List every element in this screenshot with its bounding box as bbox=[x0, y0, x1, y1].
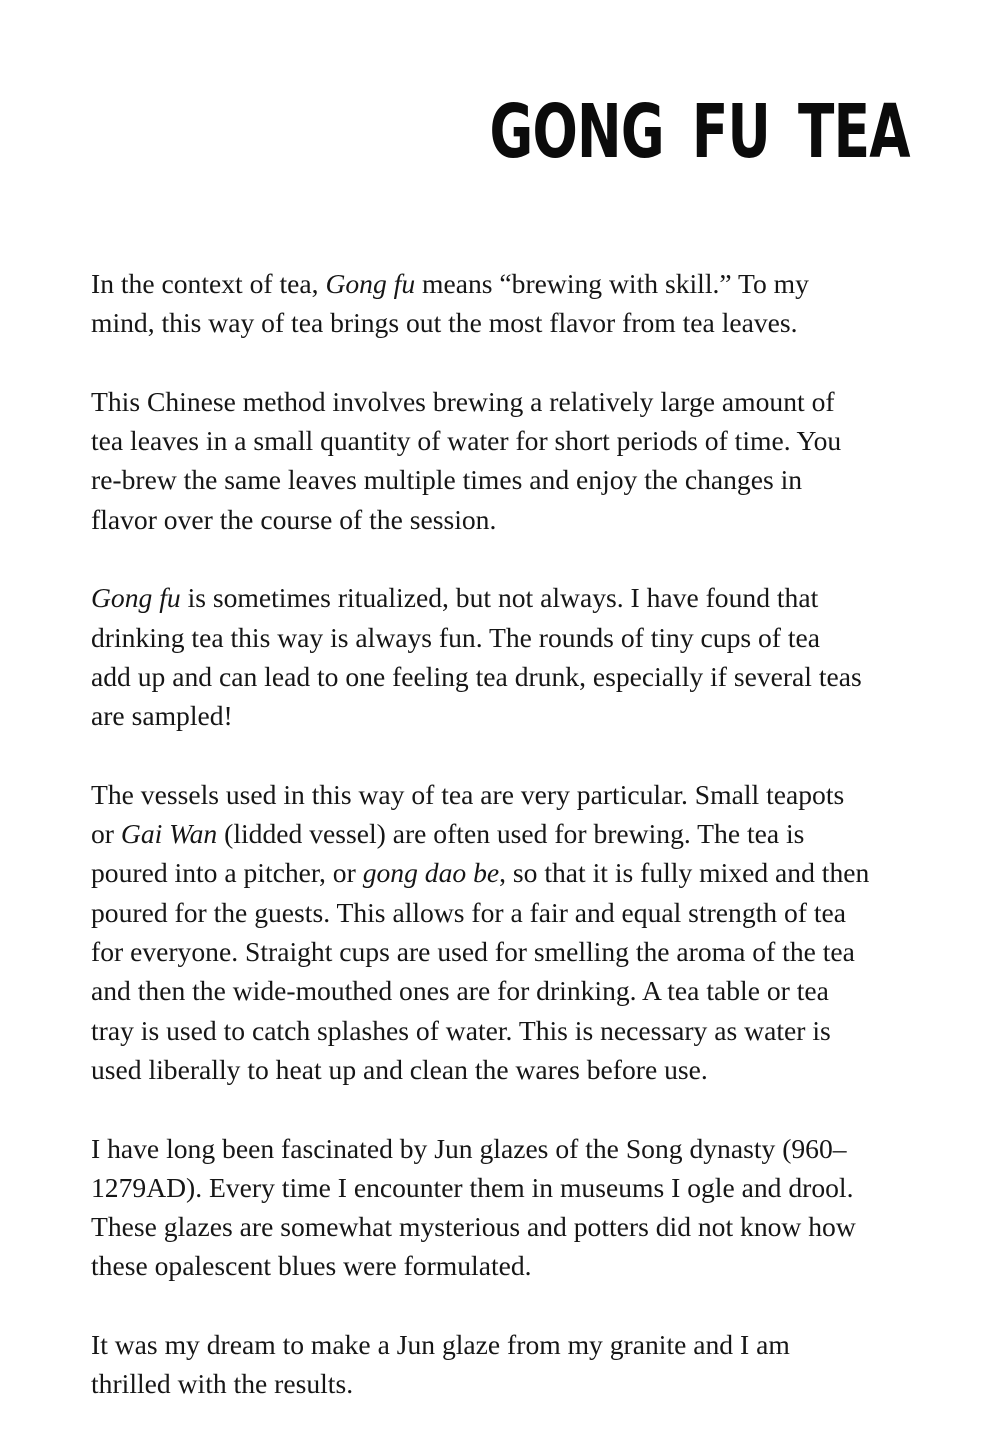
paragraph-3 bbox=[91, 578, 921, 735]
text-line bbox=[91, 1168, 921, 1207]
text-segment: or bbox=[91, 818, 121, 850]
paragraph-4 bbox=[91, 775, 921, 1089]
text-segment: poured into a pitcher, or bbox=[91, 857, 363, 889]
page-title: GONG FU TEA bbox=[489, 89, 910, 175]
text-line bbox=[91, 303, 921, 342]
text-segment: for everyone. Straight cups are used for smelling the aroma of the tea bbox=[91, 936, 855, 968]
paragraph-6 bbox=[91, 1325, 921, 1404]
text-line bbox=[91, 1129, 921, 1168]
text-segment: is sometimes ritualized, but not always. I have found that bbox=[180, 582, 819, 614]
italic-term: Gong fu bbox=[91, 582, 181, 614]
text-line bbox=[91, 1011, 921, 1050]
text-line bbox=[91, 1246, 921, 1285]
text-line bbox=[91, 814, 921, 853]
paragraph-1 bbox=[91, 264, 921, 343]
text-line bbox=[91, 382, 921, 421]
italic-term: gong dao be bbox=[362, 857, 500, 889]
text-line bbox=[91, 578, 921, 617]
body-text bbox=[91, 264, 921, 1443]
text-segment: mind, this way of tea brings out the most flavor from tea leaves. bbox=[91, 307, 798, 339]
text-segment: add up and can lead to one feeling tea drunk, especially if several teas bbox=[91, 660, 862, 692]
text-line bbox=[91, 932, 921, 971]
text-segment: 1279AD). Every time I encounter them in museums I ogle and drool. bbox=[91, 1171, 854, 1203]
text-line bbox=[91, 1364, 921, 1403]
text-segment: , so that it is fully mixed and then bbox=[499, 857, 870, 889]
text-line bbox=[91, 500, 921, 539]
italic-term: Gong fu bbox=[325, 268, 416, 299]
text-segment: (lidded vessel) are often used for brewing. The tea is bbox=[217, 818, 805, 850]
text-line bbox=[91, 1325, 921, 1364]
text-line bbox=[91, 264, 921, 303]
text-line bbox=[91, 618, 921, 657]
text-segment: re-brew the same leaves multiple times and enjoy the changes in bbox=[91, 464, 803, 496]
text-line bbox=[91, 657, 921, 696]
text-line bbox=[91, 421, 921, 460]
text-segment: These glazes are somewhat mysterious and potters did not know how bbox=[91, 1211, 856, 1243]
text-segment: This Chinese method involves brewing a relatively large amount of bbox=[91, 385, 835, 417]
text-line bbox=[91, 853, 921, 892]
text-segment: used liberally to heat up and clean the wares before use. bbox=[91, 1053, 708, 1085]
text-segment: tea leaves in a small quantity of water for short periods of time. You bbox=[91, 425, 842, 457]
text-segment: and then the wide-mouthed ones are for drinking. A tea table or tea bbox=[91, 975, 829, 1007]
text-segment: It was my dream to make a Jun glaze from my granite and I am bbox=[91, 1329, 790, 1361]
text-line bbox=[91, 696, 921, 735]
text-line bbox=[91, 893, 921, 932]
text-segment: thrilled with the results. bbox=[91, 1368, 354, 1400]
text-segment: means “brewing with skill.” To my bbox=[415, 268, 809, 299]
text-line bbox=[91, 775, 921, 814]
text-segment: are sampled! bbox=[91, 700, 233, 732]
text-line bbox=[91, 1050, 921, 1089]
text-segment: I have long been fascinated by Jun glazes of the Song dynasty (960– bbox=[91, 1132, 847, 1164]
italic-term: Gai Wan bbox=[120, 818, 218, 850]
text-segment: tray is used to catch splashes of water. This is necessary as water is bbox=[91, 1014, 831, 1046]
text-segment: flavor over the course of the session. bbox=[91, 503, 497, 535]
text-line bbox=[91, 971, 921, 1010]
text-segment: In the context of tea, bbox=[91, 268, 326, 299]
text-line bbox=[91, 460, 921, 499]
text-segment: poured for the guests. This allows for a fair and equal strength of tea bbox=[91, 896, 847, 928]
text-segment: drinking tea this way is always fun. The rounds of tiny cups of tea bbox=[91, 621, 821, 653]
text-line bbox=[91, 1207, 921, 1246]
paragraph-2 bbox=[91, 382, 921, 539]
text-segment: The vessels used in this way of tea are very particular. Small teapots bbox=[91, 778, 845, 810]
text-segment: these opalescent blues were formulated. bbox=[91, 1250, 532, 1282]
paragraph-5 bbox=[91, 1129, 921, 1286]
